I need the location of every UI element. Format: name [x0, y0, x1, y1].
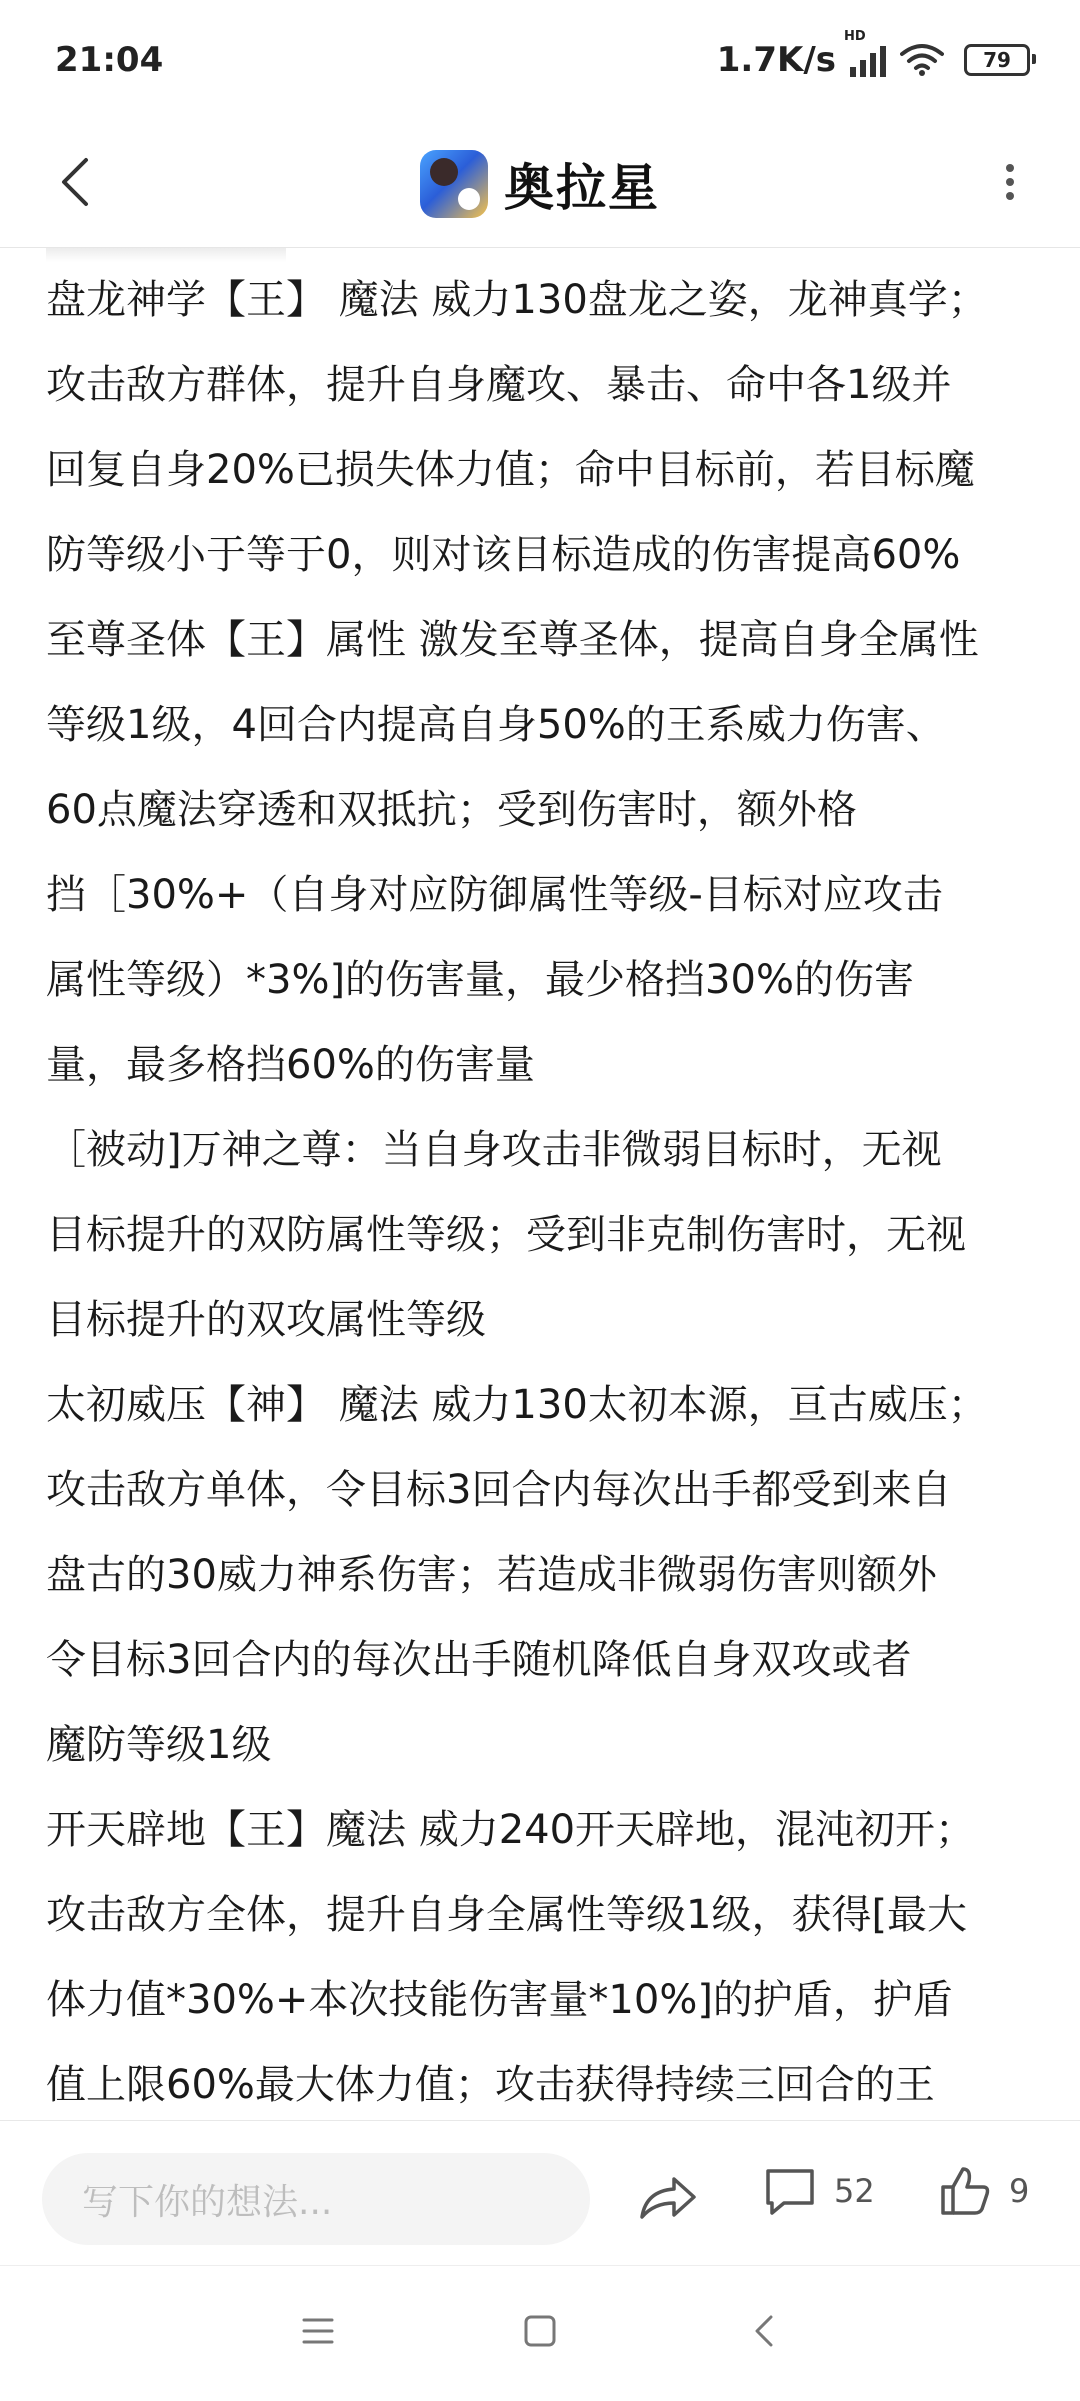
content-line: 至尊圣体【王】属性 激发至尊圣体，提高自身全属性: [46, 617, 979, 663]
like-count: 9: [1009, 2172, 1030, 2210]
content-line: 挡［30%+（自身对应防御属性等级-目标对应攻击: [46, 872, 943, 918]
app-title-group[interactable]: [0, 134, 1080, 234]
battery-icon: [964, 44, 1030, 76]
content-line: 防等级小于等于0，则对该目标造成的伤害提高60%: [46, 532, 961, 578]
content-line: 攻击敌方群体，提升自身魔攻、暴击、命中各1级并: [46, 362, 952, 408]
system-nav-bar: [0, 2265, 1080, 2401]
content-line: 属性等级）*3%]的伤害量，最少格挡30%的伤害: [46, 957, 914, 1003]
app-logo: [420, 150, 488, 218]
like-button[interactable]: [935, 2161, 1029, 2221]
content-line: ［被动]万神之尊：当自身攻击非微弱目标时，无视: [46, 1127, 942, 1173]
back-icon[interactable]: [735, 2301, 795, 2361]
page-title: 奥拉星: [504, 159, 660, 217]
content-line: 等级1级，4回合内提高自身50%的王系威力伤害、: [46, 702, 946, 748]
content-line: 盘龙神学【王】 魔法 威力130盘龙之姿，龙神真学；: [46, 277, 988, 323]
more-vertical-icon[interactable]: [970, 142, 1050, 222]
comment-button[interactable]: [760, 2161, 875, 2221]
share-icon[interactable]: [630, 2161, 706, 2237]
comment-count: 52: [834, 2172, 875, 2210]
like-icon: [935, 2161, 995, 2221]
content-line: 回复自身20%已损失体力值；命中目标前，若目标魔: [46, 447, 975, 493]
app-header: [0, 120, 1080, 248]
battery-level: 79: [983, 48, 1011, 72]
content-line: 令目标3回合内的每次出手随机降低自身双攻或者: [46, 1637, 912, 1683]
home-icon[interactable]: [510, 2301, 570, 2361]
signal-icon: [844, 29, 886, 77]
hd-label: HD: [844, 29, 866, 44]
status-time: 21:04: [55, 40, 164, 80]
content-line: 攻击敌方单体，令目标3回合内每次出手都受到来自: [46, 1467, 952, 1513]
content-line: 魔防等级1级: [46, 1722, 272, 1768]
content-line: 开天辟地【王】魔法 威力240开天辟地，混沌初开；: [46, 1807, 976, 1853]
content-line: 60点魔法穿透和双抵抗；受到伤害时，额外格: [46, 787, 857, 833]
content-line: 太初威压【神】 魔法 威力130太初本源，亘古威压；: [46, 1382, 988, 1428]
content-line: 体力值*30%+本次技能伤害量*10%]的护盾，护盾: [46, 1977, 953, 2023]
content-line: 攻击敌方全体，提升自身全属性等级1级，获得[最大: [46, 1892, 968, 1938]
content-line: 值上限60%最大体力值；攻击获得持续三回合的王: [46, 2062, 935, 2108]
status-indicators: [716, 29, 1030, 80]
content-line: 目标提升的双防属性等级；受到非克制伤害时，无视: [46, 1212, 966, 1258]
post-content: [0, 248, 1080, 2120]
network-speed: 1.7K/s: [716, 40, 836, 80]
content-line: 量，最多格挡60%的伤害量: [46, 1042, 535, 1088]
status-bar: [0, 0, 1080, 120]
action-bar: [0, 2120, 1080, 2266]
comment-input[interactable]: 写下你的想法...: [42, 2153, 590, 2245]
content-line: 盘古的30威力神系伤害；若造成非微弱伤害则额外: [46, 1552, 937, 1598]
menu-icon[interactable]: [288, 2301, 348, 2361]
comment-icon: [760, 2161, 820, 2221]
content-line: 目标提升的双攻属性等级: [46, 1297, 486, 1343]
wifi-icon: [900, 43, 944, 77]
